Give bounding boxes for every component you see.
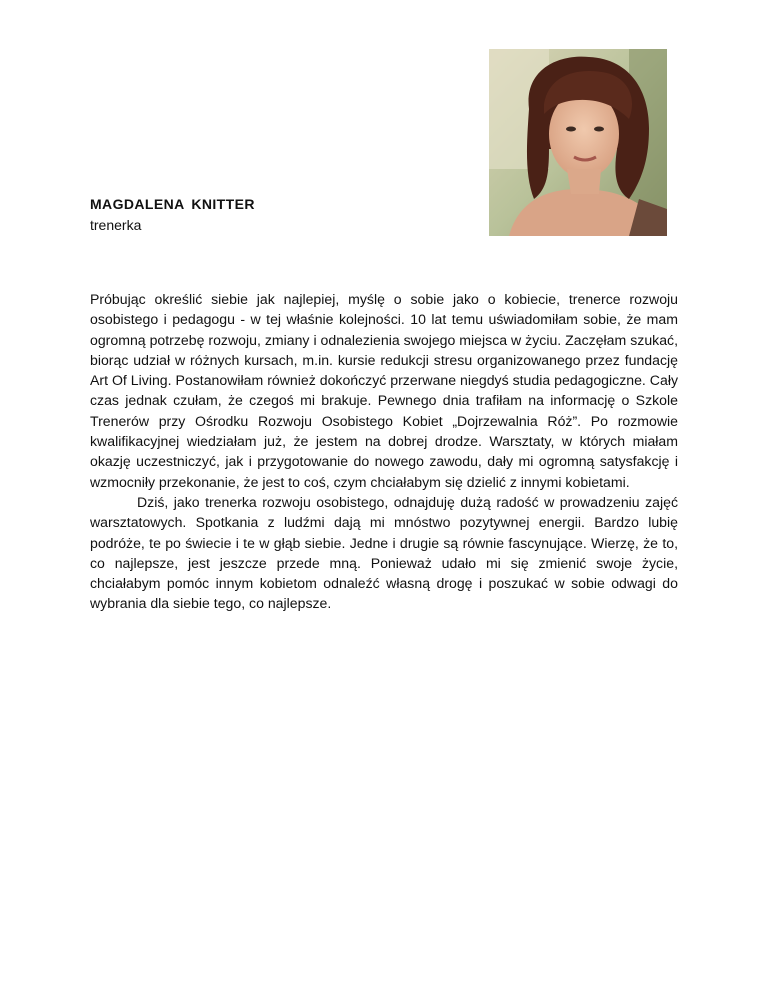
bio-paragraph-2: Dziś, jako trenerka rozwoju osobistego, odnajduję dużą radość w prowadzeniu zajęć warsztatowych. Spotkania z ludźmi dają mi mnóstwo pozytywnej energii. Bardzo lubię podróże, te po świecie i te w głąb siebie. Jedne i drugie są równie fascynujące. Wierzę, że to, co najlepsze, jest jeszcze przede mną. Ponieważ udało mi się zmienić swoje życie, chciałabym pomóc innym kobietom odnaleźć własną drogę i poszukać w sobie odwagi do wybrania dla siebie tego, co najlepsze. [90,493,678,612]
portrait-photo [489,49,667,236]
person-role: trenerka [90,217,142,233]
bio-paragraph-1: Próbując określić siebie jak najlepiej, myślę o sobie jako o kobiecie, trenerce rozwoju osobistego i pedagogu - w tej właśnie kolejności. 10 lat temu uświadomiłam sobie, że mam ogromną potrzebę rozwoju, zmiany i odnalezienia swojego miejsca w życiu. Zaczęłam szukać, biorąc udział w różnych kursach, m.in. kursie redukcji stresu organizowanego przez fundację Art Of Living. Postanowiłam również dokończyć przerwane niegdyś studia pedagogiczne. Cały czas jednak czułam, że czegoś mi brakuje. Pewnego dnia trafiłam na informację o Szkole Trenerów przy Ośrodku Rozwoju Osobistego Kobiet „Dojrzewalnia Róż”. Po rozmowie kwalifikacyjnej wiedziałam już, że jestem na dobrej drodze. Warsztaty, w których miałam okazję uczestniczyć, jak i przygotowanie do nowego zawodu, dały mi ogromną satysfakcję i wzmocniły przekonanie, że jest to coś, czym chciałabym się dzielić z innymi kobietami. [90,291,678,490]
biography [90,289,678,614]
portrait-photo-icon [489,49,667,236]
person-name: MAGDALENA KNITTER [90,196,255,212]
